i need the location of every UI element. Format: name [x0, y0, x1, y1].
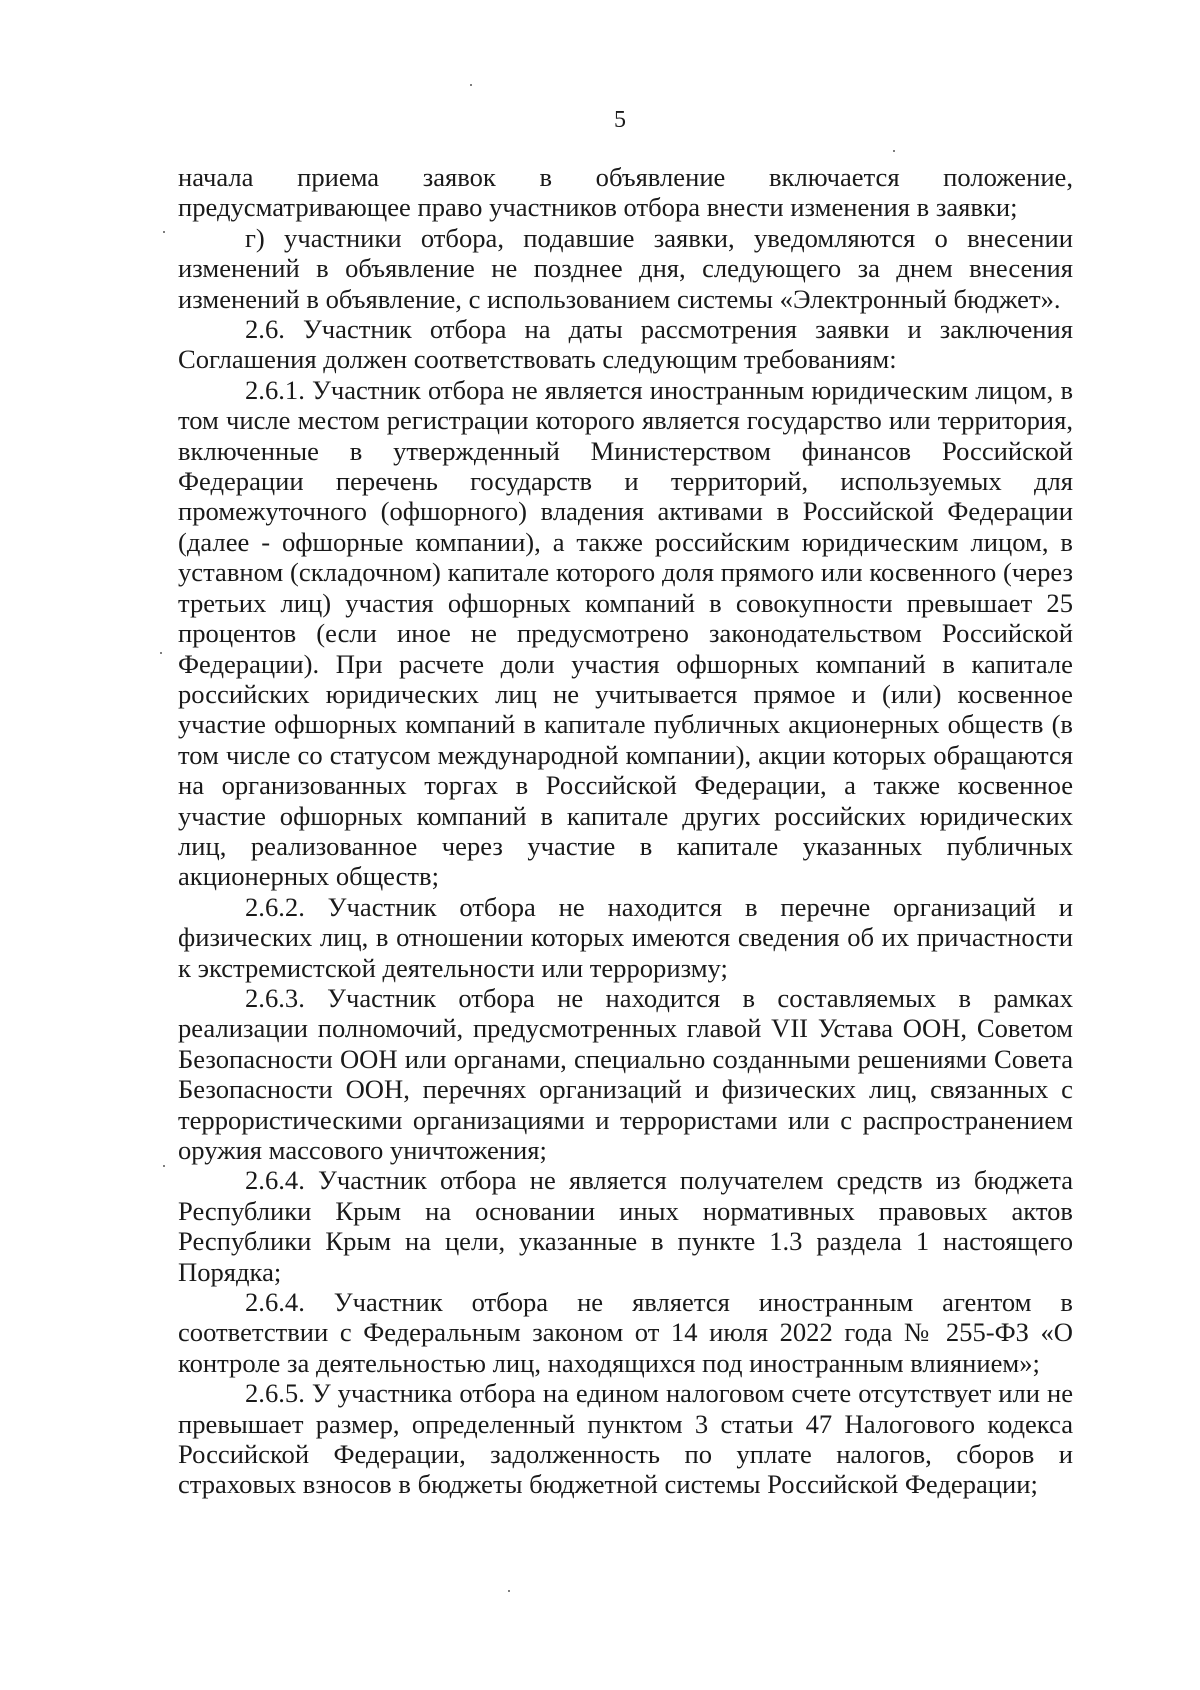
paragraph-2-6-5: 2.6.5. У участника отбора на едином налоговом счете отсутствует или не превышает размер, определенный пунктом 3 статьи 47 Налогового кодекса Российской Федерации, задолженность по уплате налогов, сборов и страховых взносов в бюджеты бюджетной системы Российской Федерации;: [178, 1378, 1073, 1500]
paragraph-continuation: [178, 162, 1073, 223]
paragraph-2-6-2: 2.6.2. Участник отбора не находится в перечне организаций и физических лиц, в отношении которых имеются сведения об их причастности к экстремистской деятельности или терроризму;: [178, 891, 1073, 983]
paragraph-2-6-4-foreign-agent: 2.6.4. Участник отбора не является иностранным агентом в соответствии с Федеральным законом от 14 июля 2022 года № 255-ФЗ «О контроле за деятельностью лиц, находящихся под иностранным влиянием»;: [178, 1287, 1073, 1378]
scan-speck: [163, 231, 165, 233]
paragraph-2-6: 2.6. Участник отбора на даты рассмотрения заявки и заключения Соглашения должен соответствовать следующим требованиям:: [178, 314, 1073, 375]
page-number: 5: [614, 107, 626, 133]
scan-speck: [470, 84, 472, 86]
continuation-line-1: начала приема заявок в объявление включается положение,: [178, 162, 1073, 192]
scan-speck: [160, 652, 162, 654]
paragraph-2-6-3: 2.6.3. Участник отбора не находится в составляемых в рамках реализации полномочий, предусмотренных главой VII Устава ООН, Советом Безопасности ООН или органами, специально созданными решениями Совета Безопасности ООН, перечнях организаций и физических лиц, связанных с террористическими организациями и террористами или с распространением оружия массового уничтожения;: [178, 982, 1073, 1165]
scan-speck: [163, 1165, 165, 1167]
paragraph-2-6-1: 2.6.1. Участник отбора не является иностранным юридическим лицом, в том числе местом регистрации которого является государство или территория, включенные в утвержденный Министерством финансов Российской Федерации перечень государств и территорий, используемых для промежуточного (офшорного) владения активами в Российской Федерации (далее - офшорные компании), а также российским юридическим лицом, в уставном (складочном) капитале которого доля прямого или косвенного (через третьих лиц) участия офшорных компаний в совокупности превышает 25 процентов (если иное не предусмотрено законодательством Российской Федерации). При расчете доли участия офшорных компаний в капитале российских юридических лиц не учитывается прямое и (или) косвенное участие офшорных компаний в капитале публичных акционерных обществ (в том числе со статусом международной компании), акции которых обращаются на организованных торгах в Российской Федерации, а также косвенное участие офшорных компаний в капитале других российских юридических лиц, реализованное через участие в капитале указанных публичных акционерных обществ;: [178, 374, 1073, 892]
continuation-line-2: предусматривающее право участников отбора внести изменения в заявки;: [178, 192, 1018, 223]
scan-speck: [508, 1590, 510, 1592]
scan-speck: [893, 150, 895, 152]
paragraph-g-notification: г) участники отбора, подавшие заявки, уведомляются о внесении изменений в объявление не позднее дня, следующего за днем внесения изменений в объявление, с использованием системы «Электронный бюджет».: [178, 222, 1073, 314]
document-body: [178, 162, 1073, 1500]
paragraph-2-6-4-budget: 2.6.4. Участник отбора не является получателем средств из бюджета Республики Крым на основании иных нормативных правовых актов Республики Крым на цели, указанные в пункте 1.3 раздела 1 настоящего Порядка;: [178, 1165, 1073, 1287]
